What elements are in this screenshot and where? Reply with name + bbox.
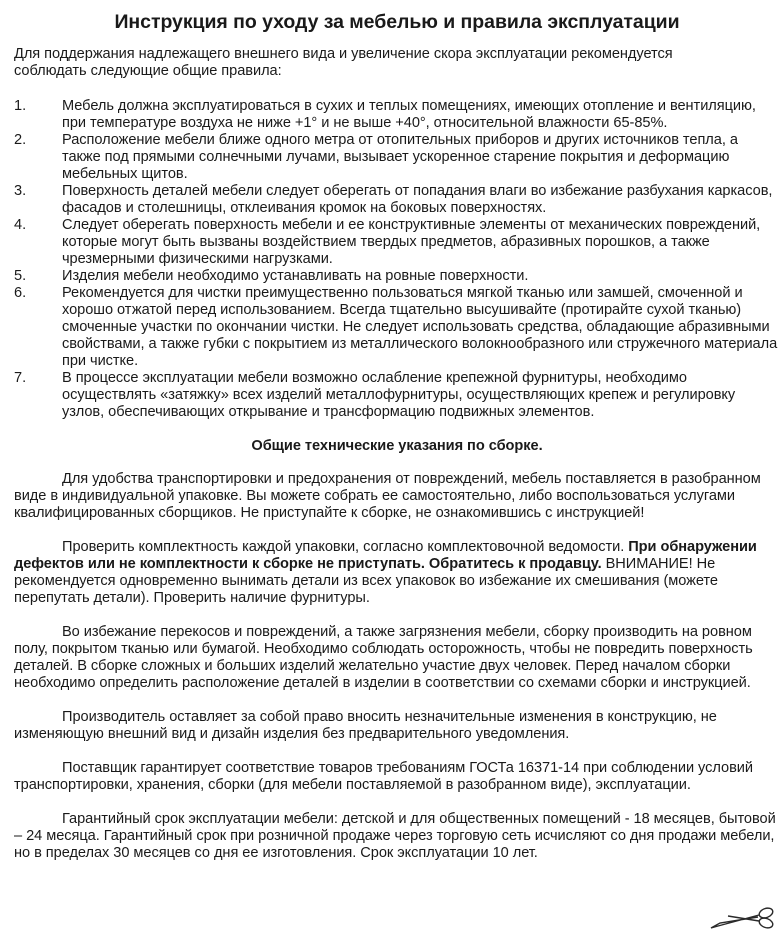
- paragraph-gost: Поставщик гарантирует соответствие товаров требованиям ГОСТа 16371-14 при соблюдении условий транспортировки, хранения, сборки (для мебели поставляемой в разобранном виде), эксплуатации.: [14, 760, 753, 793]
- paragraph-assembly: Во избежание перекосов и повреждений, а также загрязнения мебели, сборку производить на ровном полу, покрытом тканью или бумагой. Необходимо соблюдать осторожность, чтобы не повредить поверхность деталей. В сборке сложных и больших изделий желательно участие двух человек. Перед началом сборки необходимо определить расположение деталей в изделии в соответствии со схемами сборки и инструкцией.: [14, 624, 753, 691]
- paragraph-completeness-end: ВНИМАНИЕ! Не рекомендуется одновременно вынимать детали из всех упаковок во избежание их смешивания (можете перепутать детали). Проверить наличие фурнитуры.: [14, 556, 718, 606]
- rule-number: 6.: [14, 285, 27, 301]
- document-title: Инструкция по уходу за мебелью и правила эксплуатации: [114, 11, 680, 33]
- list-item: [14, 217, 780, 268]
- list-item: [14, 268, 780, 285]
- paragraph-completeness: [14, 539, 780, 607]
- rules-list: [14, 98, 780, 421]
- rule-number: 5.: [14, 268, 27, 284]
- rule-number: 4.: [14, 217, 27, 233]
- rule-text: Поверхность деталей мебели следует оберегать от попадания влаги во избежание разбухания каркасов, фасадов и столешницы, отклеивания кромок на боковых поверхностях.: [62, 183, 773, 216]
- intro-text: Для поддержания надлежащего внешнего вида и увеличение скора эксплуатации рекомендуется соблюдать следующие общие правила:: [14, 46, 673, 79]
- paragraph-completeness-warning: При обнаружении дефектов или не комплектности к сборке не приступать. Обратитесь к продавцу.: [14, 539, 757, 572]
- paragraph-warranty: Гарантийный срок эксплуатации мебели: детской и для общественных помещений - 18 месяцев, бытовой – 24 месяца. Гарантийный срок при розничной продаже через торговую сеть исчисляют со дня продажи мебели, но в пределах 30 месяцев со дня ее изготовления. Срок эксплуатации 10 лет.: [14, 811, 776, 861]
- scissors-icon: [708, 904, 778, 930]
- list-item: [14, 132, 780, 183]
- rule-number: 1.: [14, 98, 27, 114]
- rule-text: Рекомендуется для чистки преимущественно пользоваться мягкой тканью или замшей, смоченной и хорошо отжатой перед использованием. Всегда тщательно высушивайте (протирайте сухой тканью) смоченные участки по окончании чистки. Не следует использовать средства, обладающие абразивными свойствами, а также губки с покрытием из металлического волокнообразного или стружечного материала при чистке.: [62, 285, 778, 369]
- rule-text: Расположение мебели ближе одного метра от отопительных приборов и других источников тепла, а также под прямыми солнечными лучами, вызывает ускоренное старение покрытия и деформацию мебельных щитов.: [62, 132, 738, 182]
- rule-number: 2.: [14, 132, 27, 148]
- list-item: [14, 370, 780, 421]
- rule-text: Следует оберегать поверхность мебели и ее конструктивные элементы от механических повреждений, которые могут быть вызваны воздействием твердых предметов, абразивных порошков, а также чрезмерными физическими нагрузками.: [62, 217, 761, 267]
- list-item: [14, 98, 780, 132]
- section-subtitle: Общие технические указания по сборке.: [251, 438, 543, 454]
- rule-text: Мебель должна эксплуатироваться в сухих и теплых помещениях, имеющих отопление и вентиляцию, при температуре воздуха не ниже +1° и не выше +40°, относительной влажности 65-85%.: [62, 98, 756, 131]
- rule-number: 3.: [14, 183, 27, 199]
- paragraph-completeness-start: Проверить комплектность каждой упаковки, согласно комплектовочной ведомости.: [62, 539, 629, 555]
- list-item: [14, 285, 780, 370]
- paragraph-manufacturer-rights: Производитель оставляет за собой право вносить незначительные изменения в конструкцию, не изменяющую внешний вид и дизайн изделия без предварительного уведомления.: [14, 709, 717, 742]
- list-item: [14, 183, 780, 217]
- paragraph-delivery: Для удобства транспортировки и предохранения от повреждений, мебель поставляется в разобранном виде в индивидуальной упаковке. Вы можете собрать ее самостоятельно, либо воспользоваться услугами квалифицированных сборщиков. Не приступайте к сборке, не ознакомившись с инструкцией!: [14, 471, 761, 521]
- document-page: [14, 10, 780, 879]
- rule-text: В процессе эксплуатации мебели возможно ослабление крепежной фурнитуры, необходимо осуществлять «затяжку» всех изделий металлофурнитуры, осуществляющих крепеж и регулировку узлов, обеспечивающих открывание и трансформацию подвижных элементов.: [62, 370, 736, 420]
- rule-number: 7.: [14, 370, 27, 386]
- rule-text: Изделия мебели необходимо устанавливать на ровные поверхности.: [62, 268, 529, 284]
